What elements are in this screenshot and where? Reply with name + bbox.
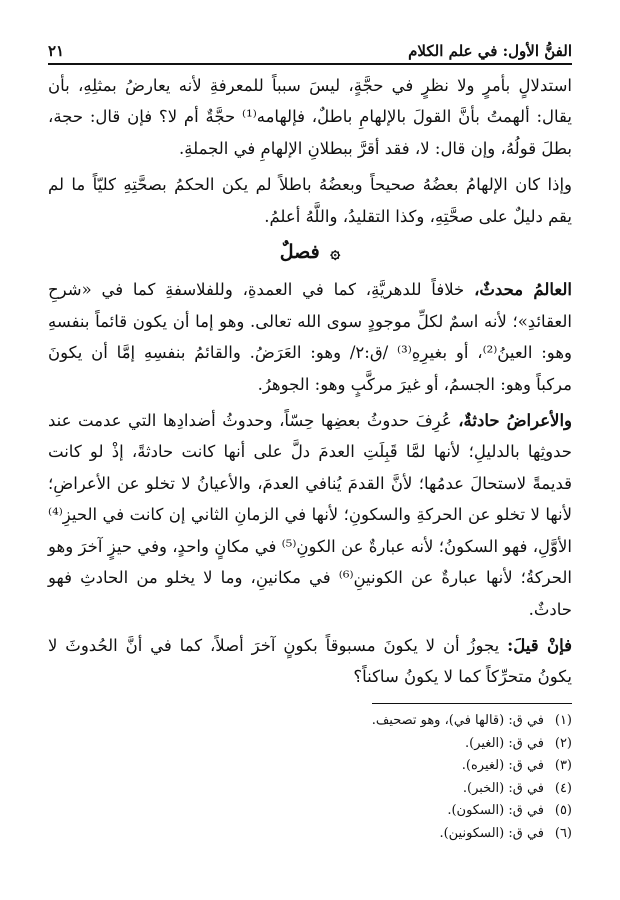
paragraph-2 xyxy=(48,169,572,232)
paragraph-text: وإذا كان الإلهامُ بعضُهُ صحيحاً وبعضُهُ باطلاً لم يكن الحكمُ بصحَّتِهِ كليّاً ما لم يقم دليلٌ على صحَّتِهِ، وكذا التقليدُ، واللَّهُ أعلمُ. xyxy=(48,175,572,226)
paragraph-1 xyxy=(48,70,572,164)
footnote-item xyxy=(48,800,572,823)
footnote-item xyxy=(48,733,572,756)
footnote-item xyxy=(48,710,572,733)
footnote-text: في ق: (الخبر). xyxy=(462,780,544,796)
section-title xyxy=(48,237,572,269)
page-number: ٢١ xyxy=(48,42,65,60)
footnote-text: في ق: (السكونين). xyxy=(439,825,544,841)
footnote-text: في ق: (لغيره). xyxy=(461,758,544,774)
paragraph-lead: والأعراضُ حادثةٌ، xyxy=(458,411,573,431)
paragraph-text: استدلالٍ بأمرٍ ولا نظرٍ في حجَّةٍ، ليسَ سبباً للمعرفةِ لأنه يعارضُ بمثلِهِ، بأن يقال: ألهمتُ بأنَّ القولَ بالإلهامِ باطلٌ، فإلهامه⁽¹⁾ حجَّةٌ أم لا؟ فإن قال: حجة، بطلَ قولُهُ، وإن قال: لا، فقد أقرَّ ببطلانِ الإلهامِ في الجملةِ. xyxy=(48,76,572,158)
footnote-text: في ق: (السكون). xyxy=(447,803,544,819)
footnote-number: (٢) xyxy=(554,735,572,751)
paragraph-lead: فإنْ قيلَ: xyxy=(507,635,572,655)
footnote-number: (٤) xyxy=(554,780,572,796)
footnote-number: (٥) xyxy=(554,803,572,819)
paragraph-text: يجوزُ أن لا يكونَ مسبوقاً بكونٍ آخرَ أصلاً، كما في أنَّ الحُدوثَ لا يكونُ متحرِّكاً كما لا يكونُ ساكناً؟ xyxy=(48,635,572,687)
paragraph-lead: العالمُ محدثٌ، xyxy=(474,280,572,300)
running-head: الفنُّ الأول: في علم الكلام xyxy=(408,42,572,60)
footnote-number: (٦) xyxy=(554,825,572,841)
footnote-item xyxy=(48,755,572,778)
section-title-text: فصلٌ xyxy=(279,241,320,264)
footnote-text: في ق: (قالها في)، وهو تصحيف. xyxy=(371,713,544,728)
footnote-text: في ق: (الغير). xyxy=(465,735,544,751)
main-text xyxy=(48,70,572,698)
footnotes xyxy=(48,710,572,846)
paragraph-4 xyxy=(48,405,572,625)
footnote-number: (١) xyxy=(554,713,572,728)
ornament-icon: ۞ xyxy=(330,243,341,264)
footnote-number: (٣) xyxy=(554,758,572,774)
paragraph-text: عُرِفَ حدوثُ بعضِها حِسّاً، وحدوثُ أضدادِها التي عدمت عند حدوثِها بالدليلِ؛ لأنها لمَّا قَبِلَتِ العدمَ دلَّ على أنها كانت حادثةً، إذْ لو كانت قديمةً لاستحالَ عدمُها؛ لأنَّ القدمَ يُنافي العدمَ، والأعيانُ لا تخلو عن الأعراضِ؛ لأنها لا تخلو عن الحركةِ والسكونِ؛ لأنها في الزمانِ الثاني إن كانت في الحيزِ⁽⁴⁾ الأوَّلِ، فهو السكونُ؛ لأنه عبارةٌ عن الكونِ⁽⁵⁾ في مكانٍ واحدٍ، وفي حيزٍ آخرَ وهو الحركةُ؛ لأنها عبارةٌ عن الكونينِ⁽⁶⁾ في مكانينِ، وما لا يخلو من الحادثِ فهو حادثٌ. xyxy=(48,411,572,619)
paragraph-text: خلافاً للدهريَّةِ، كما في العمدةِ، وللفلاسفةِ كما في «شرحِ العقائدِ»؛ لأنه اسمٌ لكلِّ موجودٍ سوى الله تعالى. وهو إما أن يكون قائماً بنفسهِ وهو: العينُ⁽²⁾، أو بغيرِهِ⁽³⁾ /ق:٢/ وهو: العَرَضُ. والقائمُ بنفسِهِ إمَّا أن يكونَ مركباً وهو: الجسمُ، أو غيرَ مركَّبٍ وهو: الجوهرُ. xyxy=(48,280,572,394)
page-header xyxy=(48,30,572,65)
footnote-item xyxy=(48,778,572,801)
paragraph-3 xyxy=(48,274,572,400)
paragraph-5 xyxy=(48,630,572,693)
footnote-divider xyxy=(372,703,572,704)
footnote-item xyxy=(48,823,572,846)
